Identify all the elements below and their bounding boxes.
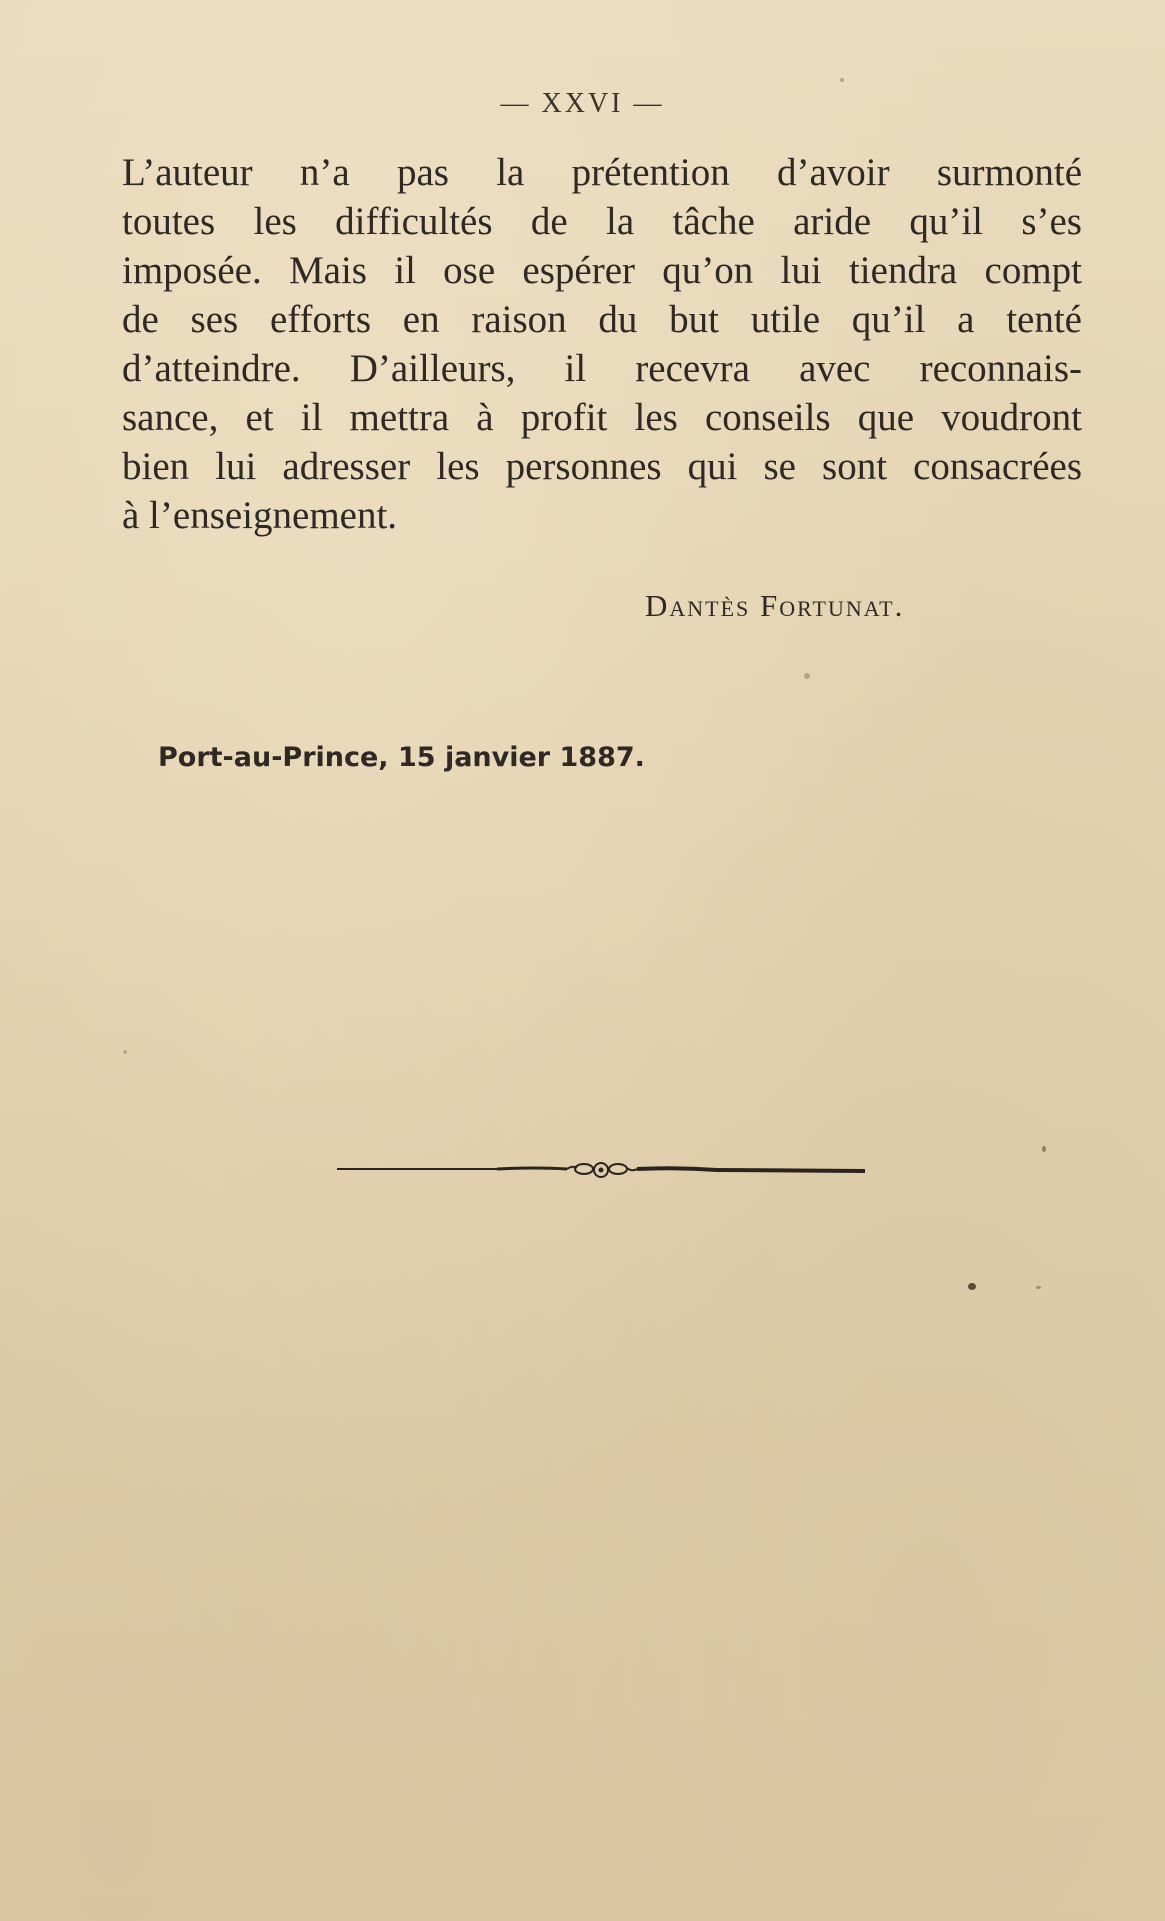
paragraph-line: imposée. Mais il ose espérer qu’on lui tiendra compt [122,249,1082,292]
paper-speck [840,78,844,82]
author-signature: Dantès Fortunat. [645,588,905,623]
page-number-heading: — XXVI — [500,88,665,119]
paragraph-line: d’atteindre. D’ailleurs, il recevra avec reconnais- [122,347,1082,390]
paragraph-line: toutes les difficultés de la tâche aride qu’il s’es [122,200,1082,243]
paper-speck [804,673,810,679]
place-and-date: Port-au-Prince, 15 janvier 1887. [158,742,645,773]
paper-speck [1042,1146,1046,1152]
paragraph-line: de ses efforts en raison du but utile qu’il a tenté [122,298,1082,341]
paper-speck [1036,1286,1041,1289]
paragraph-line: L’auteur n’a pas la prétention d’avoir surmonté [122,151,1082,194]
rule-with-scroll-ornament-icon [337,1155,865,1185]
paragraph-line: à l’enseignement. [122,494,398,537]
paragraph-line: sance, et il mettra à profit les conseils que voudront [122,396,1082,439]
paper-speck [123,1050,127,1054]
paragraph-line: bien lui adresser les personnes qui se sont consacrées [122,445,1082,488]
paper-speck [968,1283,976,1290]
preface-closing-paragraph [122,148,1082,540]
